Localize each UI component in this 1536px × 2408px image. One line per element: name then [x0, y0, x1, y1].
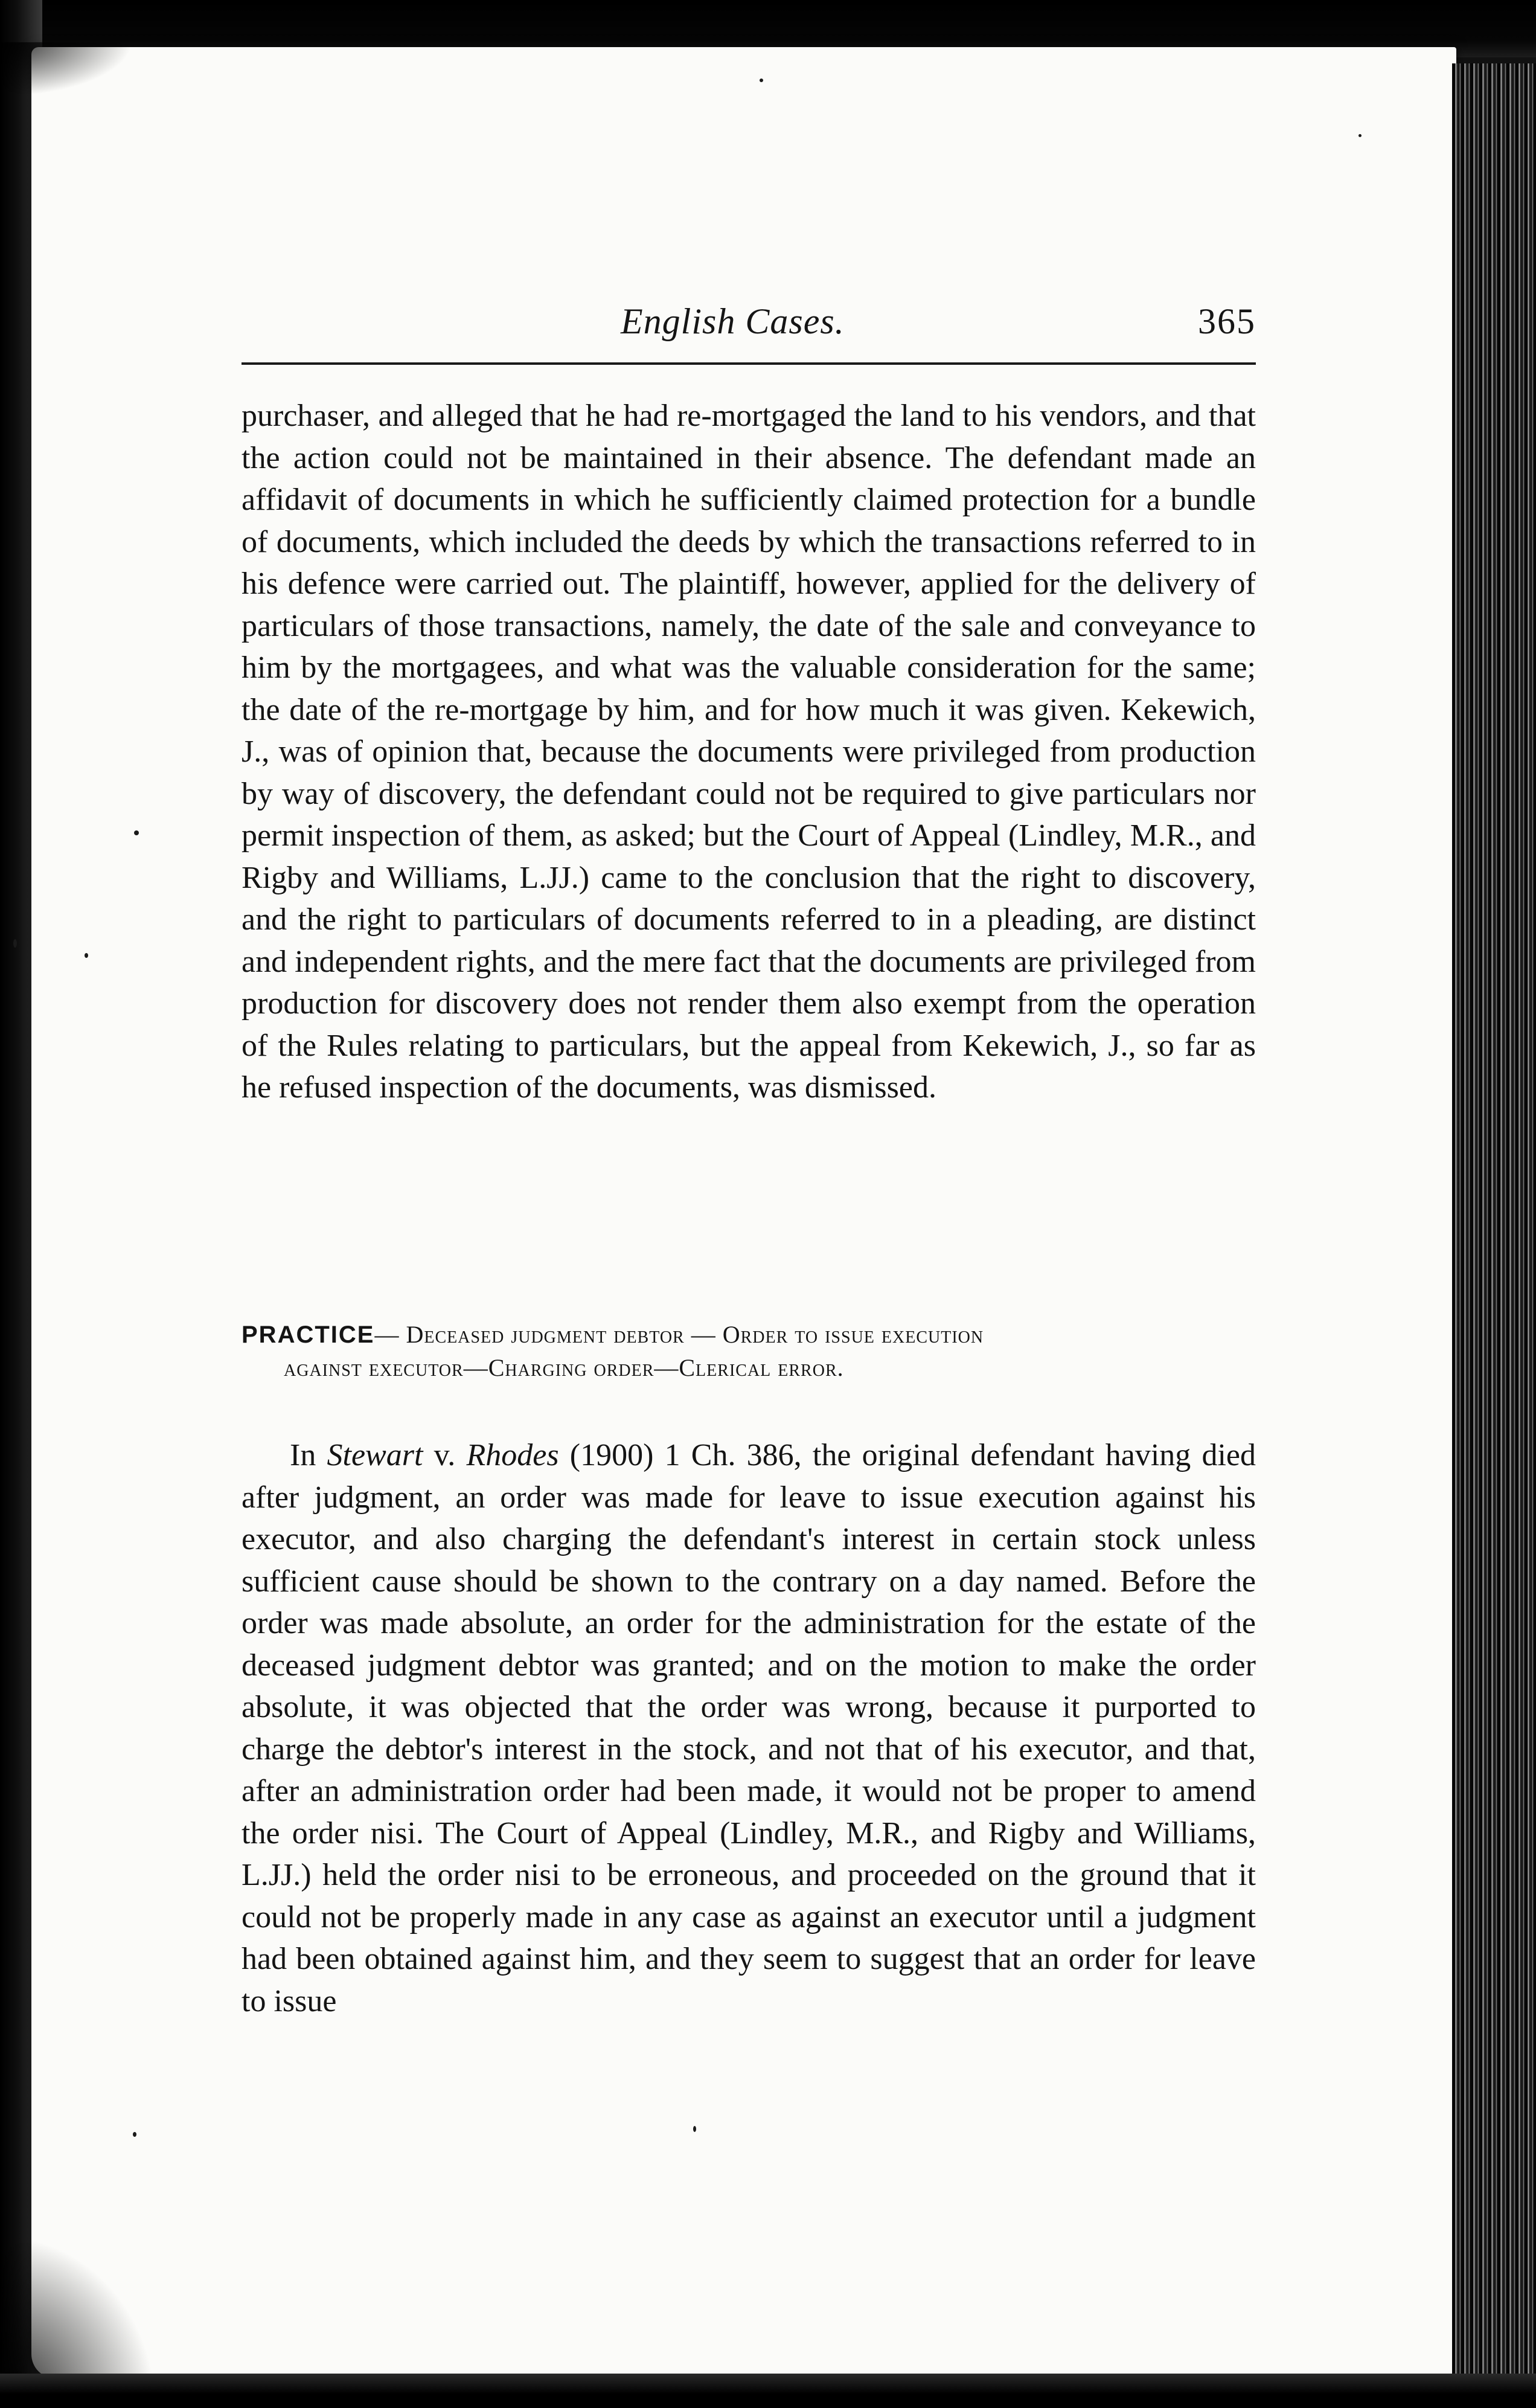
bottom-scan-shadow	[0, 2374, 1536, 2408]
section-heading	[242, 1319, 1256, 1384]
running-head	[242, 301, 1256, 367]
dust-speck	[133, 2132, 136, 2137]
paragraph-2-lead: In	[290, 1438, 327, 1472]
dust-speck	[13, 939, 17, 948]
dust-speck	[760, 79, 763, 82]
section-heading-line1: — Deceased judgment debtor — Order to issue execution	[374, 1321, 984, 1348]
paragraph-2-body: (1900) 1 Ch. 386, the original defendant having died after judgment, an order was made for leave to issue execution against his executor, and also charging the defendant's interest in certain stock unless sufficient cause should be shown to the contrary on a day named. Before the order was made absolute, an order for the administration for the estate of the deceased judgment debtor was granted; and on the motion to make the order absolute, it was objected that the order was wrong, because it purported to charge the debtor's interest in the stock, and not that of his executor, and that, after an administration order had been made, it would not be proper to amend the order nisi. The Court of Appeal (Lindley, M.R., and Rigby and Williams, L.JJ.) held the order nisi to be erroneous, and proceeded on the ground that it could not be properly made in any case as against an executor until a judgment had been obtained against him, and they seem to suggest that an order for leave to issue	[242, 1438, 1256, 2018]
section-heading-line2: against executor—Charging order—Clerical error.	[284, 1354, 844, 1381]
case-party-2: Rhodes	[466, 1438, 559, 1472]
dust-speck	[134, 830, 139, 835]
fore-edge-page-stack	[1452, 63, 1536, 2377]
header-rule	[242, 362, 1256, 365]
top-left-smudge	[0, 42, 133, 97]
running-title: English Cases.	[621, 301, 845, 341]
paragraph-1: purchaser, and alleged that he had re-mortgaged the land to his vendors, and that the action could not be maintained in their absence. The defendant made an affidavit of documents in which he sufficiently claimed protection for a bundle of documents, which included the deeds by which the transactions referred to in his defence were carried out. The plaintiff, however, applied for the delivery of particulars of those transactions, namely, the date of the sale and conveyance to him by the mortgagees, and what was the valuable consideration for the same; the date of the re-mortgage by him, and for how much it was given. Kekewich, J., was of opinion that, because the documents were privileged from production by way of discovery, the defendant could not be required to give particulars nor permit inspection of them, as asked; but the Court of Appeal (Lindley, M.R., and Rigby and Williams, L.JJ.) came to the conclusion that the right to discovery, and the right to particulars of documents referred to in a pleading, are distinct and independent rights, and the mere fact that the documents are privileged from production for discovery does not render them also exempt from the operation of the Rules relating to particulars, but the appeal from Kekewich, J., so far as he refused inspection of the documents, was dismissed.	[242, 399, 1256, 1105]
case-versus: v.	[423, 1438, 467, 1472]
page-number: 365	[1198, 301, 1256, 341]
body-text-block	[242, 395, 1256, 1109]
dust-speck	[85, 953, 88, 958]
section-heading-label: PRACTICE	[242, 1321, 375, 1348]
case-party-1: Stewart	[327, 1438, 423, 1472]
paragraph-2	[242, 1434, 1256, 2022]
dust-speck	[693, 2126, 696, 2132]
dust-speck	[1358, 134, 1362, 137]
